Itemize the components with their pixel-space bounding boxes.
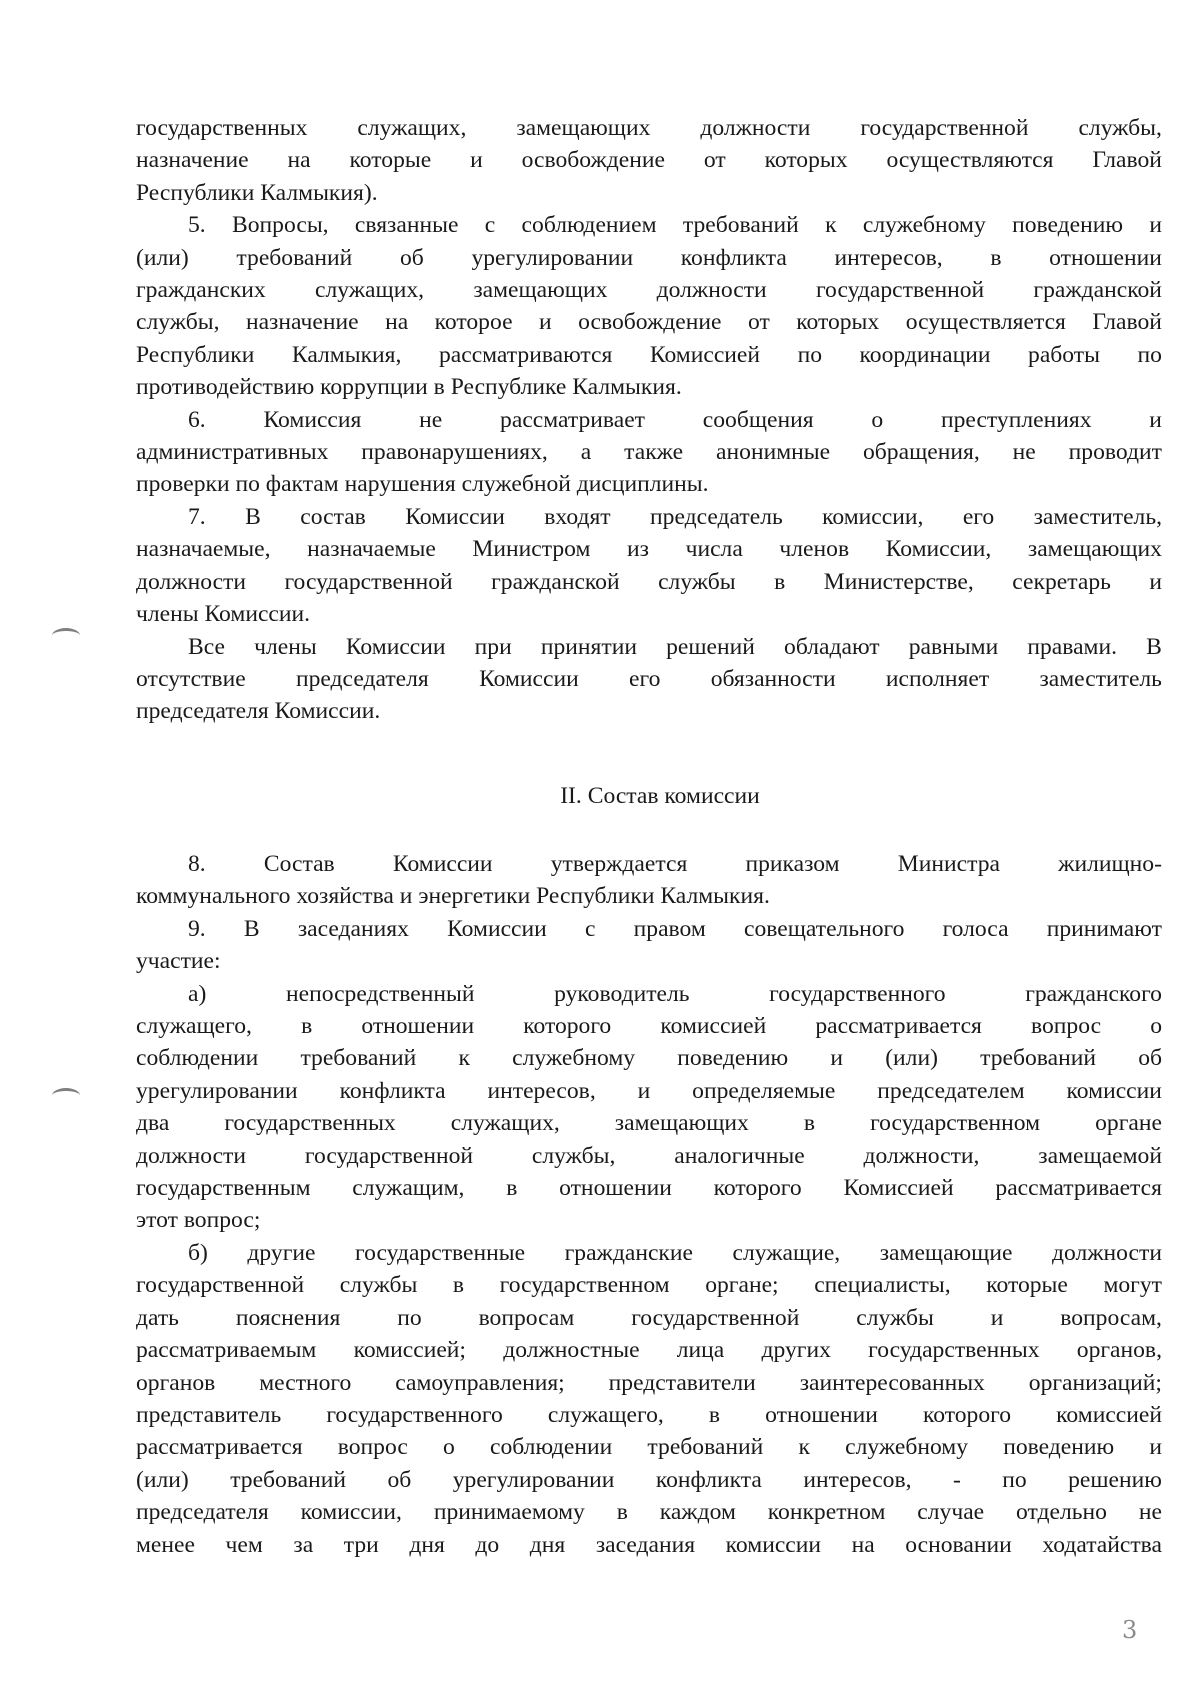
text-line: (или) требований об урегулировании конфликта интересов, в отношении bbox=[136, 244, 1162, 271]
text-line: этот вопрос; bbox=[136, 1207, 261, 1234]
paragraph-9-line: 9. В заседаниях Комиссии с правом совещательного голоса принимают bbox=[188, 915, 1162, 942]
text-line: государственных служащих, замещающих должности государственной службы, bbox=[136, 115, 1162, 141]
text-line: служащего, в отношении которого комиссией рассматривается вопрос о bbox=[136, 1013, 1162, 1040]
text-line: представитель государственного служащего, в отношении которого комиссией bbox=[136, 1401, 1162, 1428]
text-line: председателя комиссии, принимаемому в каждом конкретном случае отдельно не bbox=[136, 1499, 1162, 1526]
text-line: должности государственной службы, аналогичные должности, замещаемой bbox=[136, 1142, 1162, 1169]
subparagraph-b-line: б) другие государственные гражданские служащие, замещающие должности bbox=[188, 1239, 1162, 1266]
section-heading: II. Состав комиссии bbox=[560, 783, 760, 809]
text-line: Республики Калмыкия). bbox=[136, 179, 378, 206]
text-line: проверки по фактам нарушения служебной дисциплины. bbox=[136, 471, 709, 498]
text-line: рассматриваемым комиссией; должностные лица других государственных органов, bbox=[136, 1337, 1162, 1364]
paragraph-6-line: 6. Комиссия не рассматривает сообщения о преступлениях и bbox=[188, 406, 1162, 433]
text-line: противодействию коррупции в Республике Калмыкия. bbox=[136, 374, 682, 401]
text-line: службы, назначение на которое и освобождение от которых осуществляется Главой bbox=[136, 309, 1162, 336]
text-line: дать пояснения по вопросам государственной службы и вопросам, bbox=[136, 1304, 1162, 1331]
text-line: гражданских служащих, замещающих должности государственной гражданской bbox=[136, 277, 1162, 304]
text-line: члены Комиссии. bbox=[136, 601, 311, 628]
text-line: коммунального хозяйства и энергетики Республики Калмыкия. bbox=[136, 883, 770, 910]
text-line: назначение на которые и освобождение от которых осуществляются Главой bbox=[136, 147, 1162, 174]
text-line: участие: bbox=[136, 948, 221, 975]
text-line: рассматривается вопрос о соблюдении требований к служебному поведению и bbox=[136, 1434, 1162, 1461]
subparagraph-a-line: а) непосредственный руководитель государственного гражданского bbox=[188, 980, 1162, 1007]
text-line: Республики Калмыкия, рассматриваются Комиссией по координации работы по bbox=[136, 341, 1162, 368]
text-block-regulations-part1 bbox=[136, 112, 1162, 728]
punch-hole-mark bbox=[52, 628, 80, 643]
page-number: 3 bbox=[1122, 1616, 1138, 1644]
text-line: должности государственной гражданской службы в Министерстве, секретарь и bbox=[136, 568, 1162, 595]
text-line: отсутствие председателя Комиссии его обязанности исполняет заместитель bbox=[136, 665, 1162, 692]
punch-hole-mark bbox=[52, 1088, 80, 1103]
text-line: соблюдении требований к служебному поведению и (или) требований об bbox=[136, 1045, 1162, 1072]
text-line: органов местного самоуправления; представители заинтересованных организаций; bbox=[136, 1369, 1162, 1396]
paragraph-5-line: 5. Вопросы, связанные с соблюдением требований к служебному поведению и bbox=[188, 212, 1162, 239]
text-line: урегулировании конфликта интересов, и определяемые председателем комиссии bbox=[136, 1077, 1162, 1104]
paragraph-8-line: 8. Состав Комиссии утверждается приказом Министра жилищно- bbox=[188, 851, 1162, 877]
text-line: два государственных служащих, замещающих в государственном органе bbox=[136, 1110, 1162, 1137]
text-line: государственным служащим, в отношении которого Комиссией рассматривается bbox=[136, 1175, 1162, 1202]
paragraph-members-line: Все члены Комиссии при принятии решений обладают равными правами. В bbox=[188, 633, 1162, 660]
text-line: государственной службы в государственном органе; специалисты, которые могут bbox=[136, 1272, 1162, 1299]
text-line: менее чем за три дня до дня заседания комиссии на основании ходатайства bbox=[136, 1531, 1162, 1558]
text-line: назначаемые, назначаемые Министром из числа членов Комиссии, замещающих bbox=[136, 536, 1162, 563]
text-block-regulations-part2 bbox=[136, 848, 1162, 1561]
text-line: административных правонарушениях, а также анонимные обращения, не проводит bbox=[136, 439, 1162, 466]
paragraph-7-line: 7. В состав Комиссии входят председатель комиссии, его заместитель, bbox=[188, 503, 1162, 530]
text-line: председателя Комиссии. bbox=[136, 698, 381, 725]
text-line: (или) требований об урегулировании конфликта интересов, - по решению bbox=[136, 1466, 1162, 1493]
